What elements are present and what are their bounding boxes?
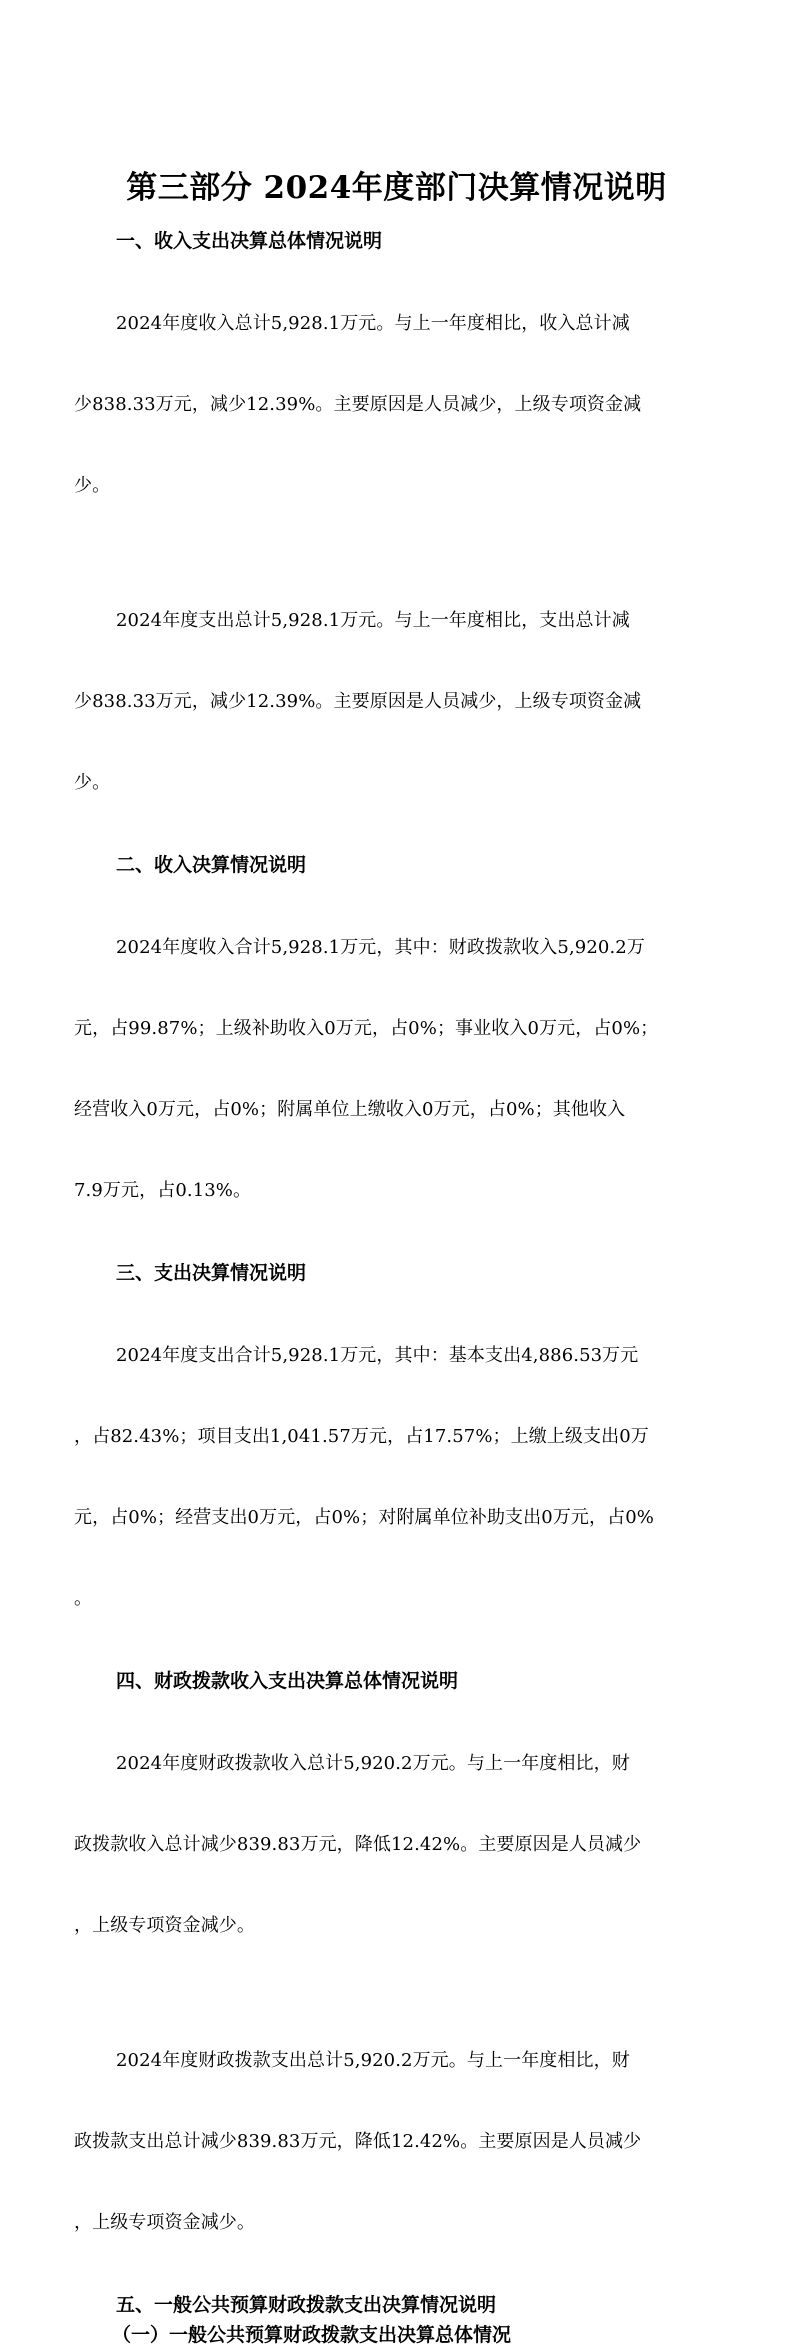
paragraph-line: 2024年度财政拨款收入总计5,920.2万元。与上一年度相比，财 — [116, 1753, 630, 1774]
paragraph-line: 2024年度收入合计5,928.1万元，其中：财政拨款收入5,920.2万 — [116, 937, 645, 958]
section-heading-3: 三、支出决算情况说明 — [116, 1262, 307, 1284]
paragraph — [74, 880, 722, 1258]
paragraph-line: 2024年度支出总计5,928.1万元。与上一年度相比，支出总计减 — [116, 610, 630, 631]
subsection-heading: （一）一般公共预算财政拨款支出决算总体情况 — [112, 2324, 512, 2346]
document-body — [74, 226, 722, 2350]
paragraph-line: ，上级专项资金减少。 — [74, 1915, 255, 1936]
paragraph-line: 元，占0%；经营支出0万元，占0%；对附属单位补助支出0万元，占0% — [74, 1507, 654, 1528]
paragraph-line: 7.9万元，占0.13%。 — [74, 1180, 252, 1201]
paragraph — [74, 1696, 722, 1993]
paragraph-line: 元，占99.87%；上级补助收入0万元，占0%；事业收入0万元，占0%； — [74, 1018, 659, 1039]
paragraph-line: ，上级专项资金减少。 — [74, 2212, 255, 2233]
paragraph-line: ，占82.43%；项目支出1,041.57万元，占17.57%；上缴上级支出0万 — [74, 1426, 649, 1447]
section-heading-5: 五、一般公共预算财政拨款支出决算情况说明 — [116, 2294, 497, 2316]
paragraph — [74, 1288, 722, 1666]
paragraph-line: 2024年度财政拨款支出总计5,920.2万元。与上一年度相比，财 — [116, 2050, 630, 2071]
paragraph-line: 2024年度支出合计5,928.1万元，其中：基本支出4,886.53万元 — [116, 1345, 639, 1366]
section-heading-1: 一、收入支出决算总体情况说明 — [116, 230, 383, 252]
paragraph-line: 少。 — [74, 772, 111, 793]
section-heading-4: 四、财政拨款收入支出决算总体情况说明 — [116, 1670, 459, 1692]
page-title: 第三部分 2024年度部门决算情况说明 — [126, 170, 667, 206]
paragraph-line: 政拨款支出总计减少839.83万元，降低12.42%。主要原因是人员减少 — [74, 2131, 642, 2152]
section-heading-2: 二、收入决算情况说明 — [116, 854, 307, 876]
paragraph — [74, 256, 722, 553]
paragraph — [74, 1993, 722, 2290]
paragraph-line: 政拨款收入总计减少839.83万元，降低12.42%。主要原因是人员减少 — [74, 1834, 642, 1855]
paragraph-line: 2024年度收入总计5,928.1万元。与上一年度相比，收入总计减 — [116, 313, 630, 334]
paragraph — [74, 553, 722, 850]
paragraph-line: 少。 — [74, 475, 111, 496]
paragraph-line: 少838.33万元，减少12.39%。主要原因是人员减少，上级专项资金减 — [74, 394, 642, 415]
paragraph-line: 。 — [74, 1588, 93, 1609]
paragraph-line: 经营收入0万元，占0%；附属单位上缴收入0万元，占0%；其他收入 — [74, 1099, 626, 1120]
paragraph-line: 少838.33万元，减少12.39%。主要原因是人员减少，上级专项资金减 — [74, 691, 642, 712]
